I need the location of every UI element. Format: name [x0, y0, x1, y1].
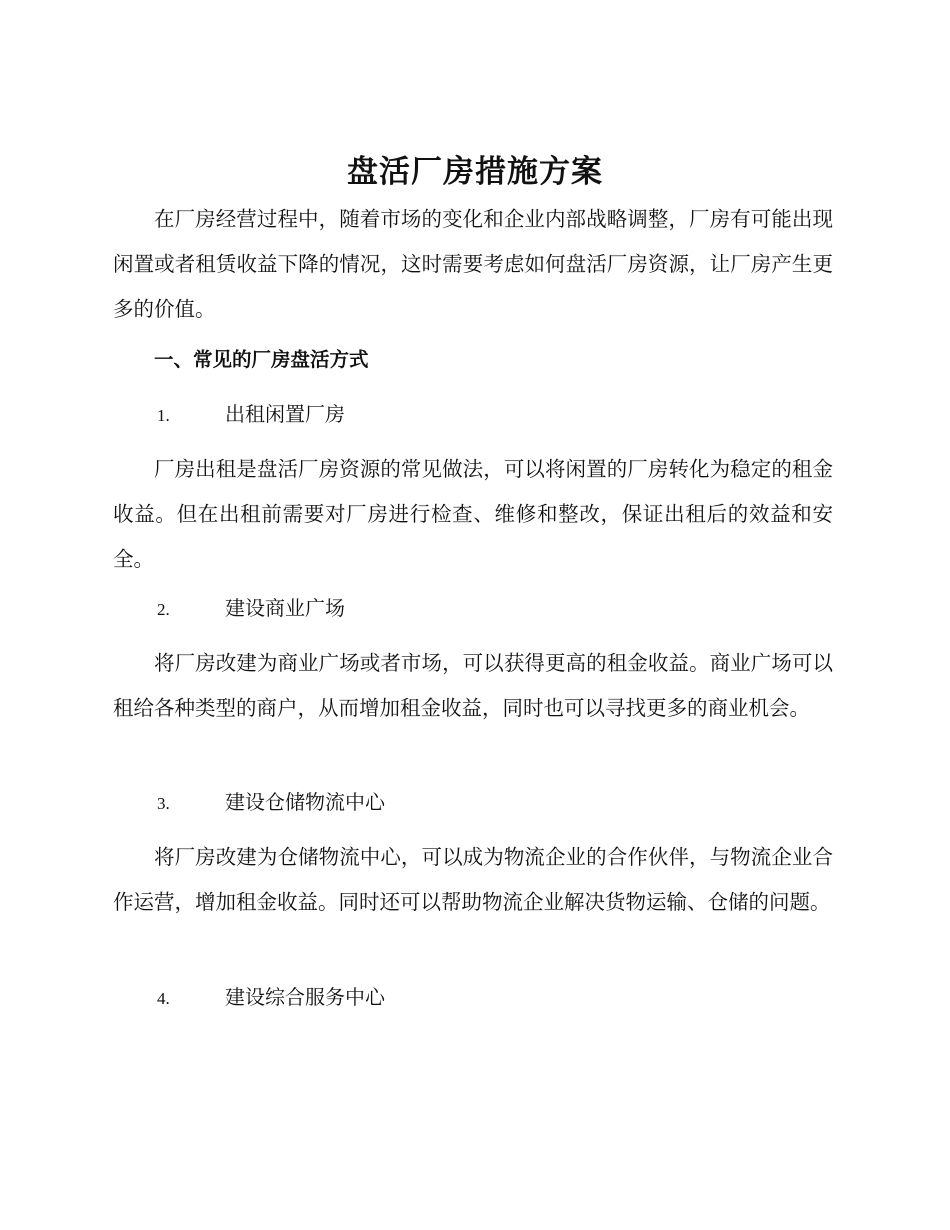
intro-paragraph: 在厂房经营过程中，随着市场的变化和企业内部战略调整，厂房有可能出现闲置或者租赁收益下降的情况，这时需要考虑如何盘活厂房资源，让厂房产生更多的价值。	[113, 207, 833, 321]
list-item-heading-4	[157, 977, 385, 1019]
list-item-number: 3.	[157, 794, 170, 813]
list-item-title: 建设仓储物流中心	[225, 790, 385, 814]
section-heading-1: 一、常见的厂房盘活方式	[154, 348, 369, 371]
list-item-heading-3	[157, 782, 385, 824]
list-item-title: 建设商业广场	[225, 596, 345, 620]
document-title: 盘活厂房措施方案	[347, 154, 603, 190]
list-item-title: 出租闲置厂房	[225, 402, 345, 426]
list-item-title: 建设综合服务中心	[225, 985, 385, 1009]
list-item-number: 4.	[157, 989, 170, 1008]
list-item-heading-2	[157, 588, 345, 630]
list-item-number: 1.	[157, 406, 170, 425]
list-item-body-3: 将厂房改建为仓储物流中心，可以成为物流企业的合作伙伴，与物流企业合作运营，增加租金收益。同时还可以帮助物流企业解决货物运输、仓储的问题。	[113, 845, 833, 914]
list-item-heading-1	[157, 394, 345, 436]
list-item-body-1: 厂房出租是盘活厂房资源的常见做法，可以将闲置的厂房转化为稳定的租金收益。但在出租前需要对厂房进行检查、维修和整改，保证出租后的效益和安全。	[113, 457, 833, 571]
list-item-number: 2.	[157, 600, 170, 619]
list-item-body-2: 将厂房改建为商业广场或者市场，可以获得更高的租金收益。商业广场可以租给各种类型的商户，从而增加租金收益，同时也可以寻找更多的商业机会。	[113, 651, 833, 720]
